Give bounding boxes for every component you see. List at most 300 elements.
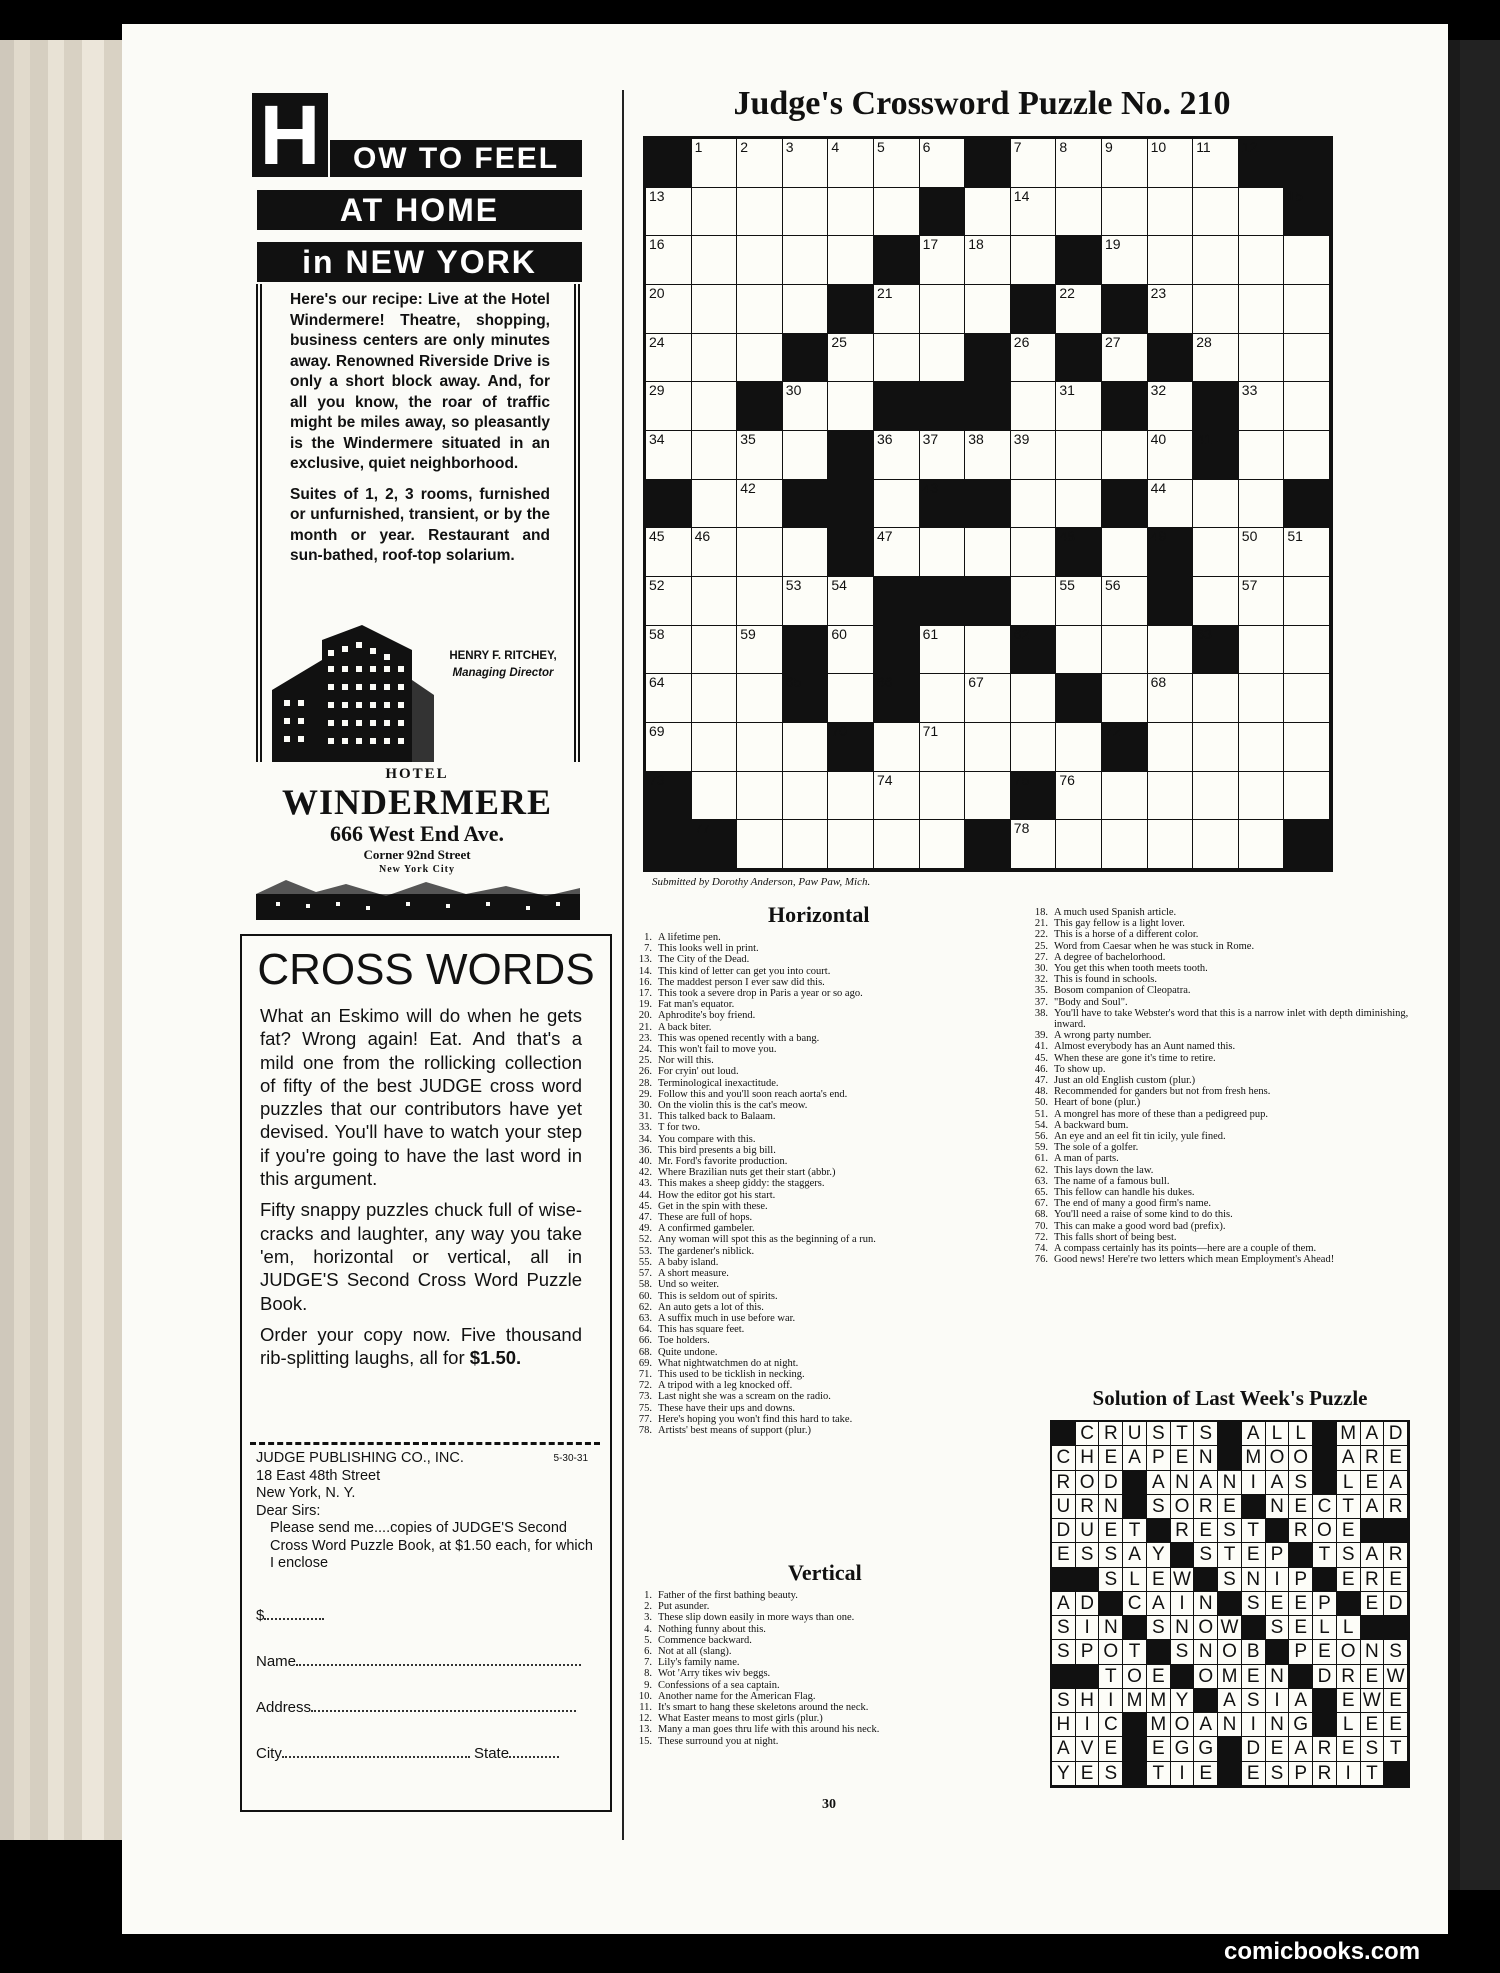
- black-square: [1148, 334, 1194, 383]
- grid-cell[interactable]: [1056, 188, 1102, 237]
- grid-cell[interactable]: [1193, 236, 1239, 285]
- grid-cell[interactable]: [1193, 772, 1239, 821]
- solution-letter: P: [1289, 1568, 1313, 1592]
- clue: [626, 1190, 1026, 1201]
- grid-cell[interactable]: [646, 382, 692, 431]
- solution-letter: S: [1147, 1422, 1171, 1446]
- grid-cell[interactable]: [1011, 528, 1057, 577]
- grid-cell[interactable]: [1239, 431, 1285, 480]
- solution-letter: S: [1194, 1422, 1218, 1446]
- grid-cell[interactable]: [1148, 285, 1194, 334]
- grid-cell[interactable]: [1102, 772, 1148, 821]
- grid-cell[interactable]: [1284, 285, 1330, 334]
- grid-cell[interactable]: [1284, 334, 1330, 383]
- solution-black-square: [1099, 1592, 1123, 1616]
- grid-cell[interactable]: [1056, 480, 1102, 529]
- clue-text: It's smart to hang these skeletons around the neck.: [658, 1702, 869, 1714]
- clue-number: 44.: [638, 1189, 652, 1201]
- black-square: [874, 674, 920, 723]
- grid-cell[interactable]: [1284, 674, 1330, 723]
- grid-cell[interactable]: [1239, 480, 1285, 529]
- clue: [626, 1167, 1026, 1178]
- grid-cell[interactable]: [737, 723, 783, 772]
- grid-cell[interactable]: [1148, 626, 1194, 675]
- solution-letter: A: [1052, 1737, 1076, 1761]
- clue-number: 53: [785, 577, 802, 593]
- coupon-request: Please send me....copies of JUDGE'S Second Cross Word Puzzle Book, at $1.50 each, for which I enclose: [270, 1520, 593, 1571]
- clue-number: 41.: [1034, 1041, 1048, 1053]
- grid-cell[interactable]: [1193, 723, 1239, 772]
- grid-cell[interactable]: [828, 626, 874, 675]
- solution-letter: S: [1337, 1543, 1361, 1567]
- clue-number: 50: [1241, 528, 1258, 545]
- clue-number: 47: [876, 528, 893, 545]
- grid-cell[interactable]: [1011, 577, 1057, 626]
- coupon-cut-line: [250, 1442, 600, 1445]
- grid-cell[interactable]: [783, 772, 829, 821]
- grid-cell[interactable]: [783, 431, 829, 480]
- grid-cell[interactable]: [1056, 139, 1102, 188]
- grid-cell[interactable]: [1193, 528, 1239, 577]
- clue: [626, 1201, 1026, 1212]
- clue-text: You'll have to take Webster's word that this is a narrow inlet with depth diminishing, inward.: [1054, 1007, 1409, 1031]
- grid-cell[interactable]: [1011, 480, 1057, 529]
- clue-number: 17: [922, 236, 939, 253]
- clue-number: 32: [1150, 382, 1167, 399]
- grid-cell[interactable]: [920, 431, 966, 480]
- solution-letter: A: [1361, 1543, 1385, 1567]
- grid-cell[interactable]: [965, 188, 1011, 237]
- grid-cell[interactable]: [1284, 626, 1330, 675]
- grid-cell[interactable]: [828, 236, 874, 285]
- grid-cell[interactable]: [920, 236, 966, 285]
- grid-cell[interactable]: [1056, 820, 1102, 869]
- grid-cell[interactable]: [1011, 236, 1057, 285]
- solution-letter: P: [1289, 1762, 1313, 1786]
- grid-cell[interactable]: [1148, 431, 1194, 480]
- solution-letter: T: [1361, 1762, 1385, 1786]
- clue-number: 28.: [638, 1077, 652, 1089]
- grid-cell[interactable]: [1239, 626, 1285, 675]
- solution-letter: I: [1171, 1592, 1195, 1616]
- grid-cell[interactable]: [1056, 382, 1102, 431]
- clue-text: A much used Spanish article.: [1054, 907, 1177, 918]
- grid-cell[interactable]: [1239, 285, 1285, 334]
- clue-text: Artists' best means of support (plur.): [658, 1424, 811, 1436]
- grid-cell[interactable]: [874, 285, 920, 334]
- solution-letter: I: [1099, 1689, 1123, 1713]
- clue-number: 52.: [638, 1234, 652, 1246]
- grid-cell[interactable]: [1284, 723, 1330, 772]
- grid-cell[interactable]: [1102, 139, 1148, 188]
- grid-cell[interactable]: [828, 139, 874, 188]
- coupon-address-field[interactable]: [256, 1698, 596, 1716]
- grid-cell[interactable]: [646, 674, 692, 723]
- solution-letter: T: [1171, 1422, 1195, 1446]
- grid-cell[interactable]: [1284, 431, 1330, 480]
- grid-cell[interactable]: [692, 480, 738, 529]
- grid-cell[interactable]: [783, 723, 829, 772]
- clue-text: Many a man goes thru life with this around his neck.: [658, 1724, 880, 1736]
- order-text: Order your copy now. Five thousand rib-splitting laughs, all for: [260, 1323, 582, 1369]
- grid-cell[interactable]: [692, 577, 738, 626]
- grid-cell[interactable]: [1148, 139, 1194, 188]
- solution-letter: I: [1171, 1762, 1195, 1786]
- grid-cell[interactable]: [1011, 382, 1057, 431]
- grid-cell[interactable]: [874, 820, 920, 869]
- grid-cell[interactable]: [646, 334, 692, 383]
- grid-cell[interactable]: [1193, 480, 1239, 529]
- clue: [626, 1257, 1026, 1268]
- grid-cell[interactable]: [920, 674, 966, 723]
- crosswords-ad-order: [260, 1323, 582, 1370]
- grid-cell[interactable]: [783, 188, 829, 237]
- grid-cell[interactable]: [828, 820, 874, 869]
- grid-cell[interactable]: [1148, 236, 1194, 285]
- grid-cell[interactable]: [783, 528, 829, 577]
- grid-cell[interactable]: [737, 577, 783, 626]
- grid-cell[interactable]: [920, 528, 966, 577]
- grid-cell[interactable]: [692, 528, 738, 577]
- grid-cell[interactable]: [1056, 626, 1102, 675]
- grid-cell[interactable]: [828, 772, 874, 821]
- grid-cell[interactable]: [646, 723, 692, 772]
- grid-cell[interactable]: [965, 528, 1011, 577]
- solution-letter: D: [1076, 1592, 1100, 1616]
- solution-letter: R: [1384, 1495, 1408, 1519]
- grid-cell[interactable]: [692, 236, 738, 285]
- grid-cell[interactable]: [1193, 285, 1239, 334]
- grid-cell[interactable]: [1148, 820, 1194, 869]
- hotel-ad-paragraph: Here's our recipe: Live at the Hotel Windermere! Theatre, shopping, business centers are only minutes away. Renowned Riverside Drive is only a short block away. And, for all you know, the roar of traffic might be miles away, so pleasantly is the Windermere situated in an exclusive, quiet neighborhood.: [290, 291, 550, 472]
- grid-cell[interactable]: [1239, 528, 1285, 577]
- grid-cell[interactable]: [783, 139, 829, 188]
- grid-cell[interactable]: [1193, 820, 1239, 869]
- grid-cell[interactable]: [920, 285, 966, 334]
- grid-cell[interactable]: [1011, 431, 1057, 480]
- solution-letter: Y: [1171, 1689, 1195, 1713]
- clue-number: 69.: [638, 1357, 652, 1369]
- grid-cell[interactable]: [920, 820, 966, 869]
- grid-cell[interactable]: [1193, 188, 1239, 237]
- clue-text: Bosom companion of Cleopatra.: [1054, 985, 1191, 997]
- grid-cell[interactable]: [828, 674, 874, 723]
- grid-cell[interactable]: [1102, 528, 1148, 577]
- grid-cell[interactable]: [1011, 674, 1057, 723]
- clue-number: 10: [1150, 139, 1167, 155]
- grid-cell[interactable]: [1239, 577, 1285, 626]
- grid-cell[interactable]: [1102, 577, 1148, 626]
- grid-cell[interactable]: [965, 674, 1011, 723]
- coupon-name-field[interactable]: [256, 1652, 596, 1670]
- solution-letter: E: [1147, 1737, 1171, 1761]
- grid-cell[interactable]: [1102, 334, 1148, 383]
- grid-cell[interactable]: [965, 626, 1011, 675]
- clue: [626, 999, 1026, 1010]
- clue: [1022, 1008, 1422, 1030]
- clue: [1022, 1097, 1422, 1108]
- clue-text: This falls short of being best.: [1054, 1231, 1177, 1243]
- grid-cell[interactable]: [1239, 382, 1285, 431]
- clue: [626, 988, 1026, 999]
- clue: [626, 1713, 1026, 1724]
- grid-cell[interactable]: [828, 382, 874, 431]
- grid-cell[interactable]: [692, 334, 738, 383]
- grid-cell[interactable]: [828, 188, 874, 237]
- grid-cell[interactable]: [1102, 236, 1148, 285]
- grid-cell[interactable]: [692, 139, 738, 188]
- grid-cell[interactable]: [1056, 431, 1102, 480]
- grid-cell[interactable]: [783, 577, 829, 626]
- black-square: [737, 382, 783, 431]
- grid-cell[interactable]: [692, 772, 738, 821]
- solution-letter: R: [1313, 1737, 1337, 1761]
- grid-cell[interactable]: [1148, 188, 1194, 237]
- black-square: [965, 820, 1011, 869]
- grid-cell[interactable]: [1239, 236, 1285, 285]
- clue-text: You'll need a raise of some kind to do this.: [1054, 1209, 1233, 1221]
- clue-number: 1: [694, 139, 703, 155]
- grid-cell[interactable]: [828, 577, 874, 626]
- clue-number: 18: [968, 236, 984, 253]
- grid-cell[interactable]: [783, 285, 829, 334]
- coupon-line: JUDGE PUBLISHING CO., INC.: [256, 1450, 464, 1466]
- clue-text: "Body and Soul".: [1054, 996, 1128, 1008]
- grid-cell[interactable]: [692, 723, 738, 772]
- grid-cell[interactable]: [1284, 236, 1330, 285]
- grid-cell[interactable]: [737, 188, 783, 237]
- clue-text: To show up.: [1054, 1063, 1106, 1075]
- order-coupon: [256, 1450, 596, 1573]
- clue-text: Father of the first bathing beauty.: [658, 1590, 798, 1601]
- grid-cell[interactable]: [737, 820, 783, 869]
- solution-black-square: [1076, 1665, 1100, 1689]
- grid-cell[interactable]: [646, 236, 692, 285]
- solution-letter: N: [1266, 1665, 1290, 1689]
- coupon-city-state-field[interactable]: [256, 1744, 596, 1762]
- solution-letter: R: [1313, 1762, 1337, 1786]
- grid-cell[interactable]: [1284, 528, 1330, 577]
- grid-cell[interactable]: [1102, 674, 1148, 723]
- grid-cell[interactable]: [1148, 480, 1194, 529]
- grid-cell[interactable]: [737, 674, 783, 723]
- clue-number: 10.: [638, 1690, 652, 1702]
- grid-cell[interactable]: [1284, 772, 1330, 821]
- grid-cell[interactable]: [1011, 723, 1057, 772]
- grid-cell[interactable]: [965, 723, 1011, 772]
- grid-cell[interactable]: [874, 528, 920, 577]
- clue-number: 23: [1150, 285, 1167, 301]
- clue-text: This talked back to Balaam.: [658, 1111, 776, 1123]
- grid-cell[interactable]: [920, 626, 966, 675]
- grid-cell[interactable]: [874, 431, 920, 480]
- grid-cell[interactable]: [874, 334, 920, 383]
- clue: [1022, 1243, 1422, 1254]
- black-square: [1239, 139, 1285, 188]
- grid-cell[interactable]: [692, 188, 738, 237]
- black-square: [1011, 626, 1057, 675]
- clue-number: 59.: [1034, 1142, 1048, 1154]
- clue: [1022, 1053, 1422, 1064]
- grid-cell[interactable]: [737, 772, 783, 821]
- grid-cell[interactable]: [1148, 723, 1194, 772]
- grid-cell[interactable]: [1011, 334, 1057, 383]
- grid-cell[interactable]: [965, 236, 1011, 285]
- grid-cell[interactable]: [1239, 820, 1285, 869]
- grid-cell[interactable]: [1148, 772, 1194, 821]
- grid-cell[interactable]: [1148, 674, 1194, 723]
- grid-cell[interactable]: [1239, 723, 1285, 772]
- grid-cell[interactable]: [1239, 674, 1285, 723]
- grid-cell[interactable]: [737, 236, 783, 285]
- clue: [626, 1268, 1026, 1279]
- clue-number: 12: [1241, 139, 1258, 155]
- grid-cell[interactable]: [737, 431, 783, 480]
- grid-cell[interactable]: [737, 480, 783, 529]
- grid-cell[interactable]: [1011, 139, 1057, 188]
- clue: [626, 1089, 1026, 1100]
- clue-number: 19: [1104, 236, 1121, 253]
- solution-letter: S: [1361, 1737, 1385, 1761]
- clue: [1022, 1030, 1422, 1041]
- clue-number: 21.: [1034, 918, 1048, 930]
- grid-cell[interactable]: [737, 139, 783, 188]
- clue-number: 9.: [644, 1679, 652, 1691]
- grid-cell[interactable]: [920, 723, 966, 772]
- grid-cell[interactable]: [1102, 188, 1148, 237]
- grid-cell[interactable]: [783, 820, 829, 869]
- grid-cell[interactable]: [874, 772, 920, 821]
- solution-letter: L: [1337, 1713, 1361, 1737]
- grid-cell[interactable]: [1239, 188, 1285, 237]
- clue-number: 51.: [1034, 1108, 1048, 1120]
- grid-cell[interactable]: [1011, 820, 1057, 869]
- solution-letter: A: [1123, 1446, 1147, 1470]
- grid-cell[interactable]: [783, 236, 829, 285]
- grid-cell[interactable]: [965, 431, 1011, 480]
- grid-cell[interactable]: [1193, 334, 1239, 383]
- black-square: [828, 285, 874, 334]
- clue-number: 23.: [638, 1032, 652, 1044]
- grid-cell[interactable]: [920, 139, 966, 188]
- clue-number: 49.: [638, 1223, 652, 1235]
- column-divider: [622, 90, 624, 1840]
- clue: [626, 1279, 1026, 1290]
- grid-cell[interactable]: [737, 528, 783, 577]
- clue-number: 9: [1104, 139, 1113, 155]
- grid-cell[interactable]: [737, 285, 783, 334]
- grid-cell[interactable]: [646, 188, 692, 237]
- black-square: [646, 139, 692, 188]
- clue-text: This is a horse of a different color.: [1054, 929, 1199, 941]
- grid-cell[interactable]: [692, 674, 738, 723]
- grid-cell[interactable]: [1193, 577, 1239, 626]
- grid-cell[interactable]: [1284, 577, 1330, 626]
- signer-role: Managing Director: [452, 667, 554, 679]
- grid-cell[interactable]: [646, 285, 692, 334]
- solution-letter: E: [1313, 1640, 1337, 1664]
- grid-cell[interactable]: [874, 139, 920, 188]
- solution-letter: E: [1361, 1713, 1385, 1737]
- black-square: [920, 577, 966, 626]
- grid-cell[interactable]: [646, 528, 692, 577]
- grid-cell[interactable]: [1011, 188, 1057, 237]
- grid-cell[interactable]: [874, 480, 920, 529]
- clue-text: The sole of a golfer.: [1054, 1142, 1139, 1154]
- grid-cell[interactable]: [692, 431, 738, 480]
- grid-cell[interactable]: [1239, 772, 1285, 821]
- grid-cell[interactable]: [874, 188, 920, 237]
- solution-letter: O: [1289, 1446, 1313, 1470]
- grid-cell[interactable]: [1056, 285, 1102, 334]
- clue-text: This looks well in print.: [658, 943, 759, 955]
- grid-cell[interactable]: [965, 285, 1011, 334]
- grid-cell[interactable]: [783, 382, 829, 431]
- grid-cell[interactable]: [1102, 431, 1148, 480]
- solution-black-square: [1218, 1737, 1242, 1761]
- grid-cell[interactable]: [1102, 820, 1148, 869]
- grid-cell[interactable]: [1148, 382, 1194, 431]
- grid-cell[interactable]: [1056, 723, 1102, 772]
- clue-number: 56: [1104, 577, 1121, 593]
- clue-text: The gardener's niblick.: [658, 1245, 755, 1257]
- clue-text: A confirmed gambeler.: [658, 1223, 755, 1235]
- grid-cell[interactable]: [920, 772, 966, 821]
- grid-cell[interactable]: [1056, 577, 1102, 626]
- grid-cell[interactable]: [1239, 334, 1285, 383]
- grid-cell[interactable]: [737, 334, 783, 383]
- grid-cell[interactable]: [1284, 382, 1330, 431]
- facing-page-edge: [1460, 40, 1500, 1890]
- grid-cell[interactable]: [646, 431, 692, 480]
- grid-cell[interactable]: [646, 626, 692, 675]
- clue-number: 34: [649, 431, 665, 447]
- clue: [626, 1736, 1026, 1747]
- clue-text: Just an old English custom (plur.): [1054, 1075, 1196, 1087]
- grid-cell[interactable]: [737, 626, 783, 675]
- coupon-amount-field[interactable]: [256, 1606, 596, 1624]
- grid-cell[interactable]: [828, 334, 874, 383]
- clue: [1022, 1153, 1422, 1164]
- solution-letter: A: [1052, 1592, 1076, 1616]
- grid-cell[interactable]: [692, 626, 738, 675]
- solution-letter: E: [1337, 1568, 1361, 1592]
- black-square: [1284, 480, 1330, 529]
- solution-letter: E: [1384, 1713, 1408, 1737]
- hotel-ad-copy: [290, 290, 550, 577]
- clue-number: 5: [876, 139, 885, 155]
- clue-text: This gay fellow is a light lover.: [1054, 918, 1185, 930]
- black-square: [692, 820, 738, 869]
- solution-letter: S: [1076, 1543, 1100, 1567]
- crosswords-ad-paragraph: Fifty snappy puzzles chuck full of wise-cracks and laughter, any way you take 'em, horizontal or vertical, all in JUDGE'S Second Cross Word Puzzle Book.: [260, 1199, 582, 1314]
- grid-cell[interactable]: [1193, 139, 1239, 188]
- grid-cell[interactable]: [692, 285, 738, 334]
- solution-black-square: [1123, 1762, 1147, 1786]
- grid-cell[interactable]: [1102, 626, 1148, 675]
- clue-number: 27.: [1034, 951, 1048, 963]
- grid-cell[interactable]: [1193, 674, 1239, 723]
- grid-cell[interactable]: [965, 772, 1011, 821]
- grid-cell[interactable]: [1056, 772, 1102, 821]
- clue-number: 33.: [638, 1122, 652, 1134]
- grid-cell[interactable]: [692, 382, 738, 431]
- hotel-ad-paragraph: Suites of 1, 2, 3 rooms, furnished or unfurnished, transient, or by the month or year. Restaurant and sun-bathed, roof-top solarium.: [290, 485, 550, 564]
- grid-cell[interactable]: [920, 334, 966, 383]
- grid-cell[interactable]: [646, 577, 692, 626]
- solution-black-square: [1123, 1616, 1147, 1640]
- grid-cell[interactable]: [874, 723, 920, 772]
